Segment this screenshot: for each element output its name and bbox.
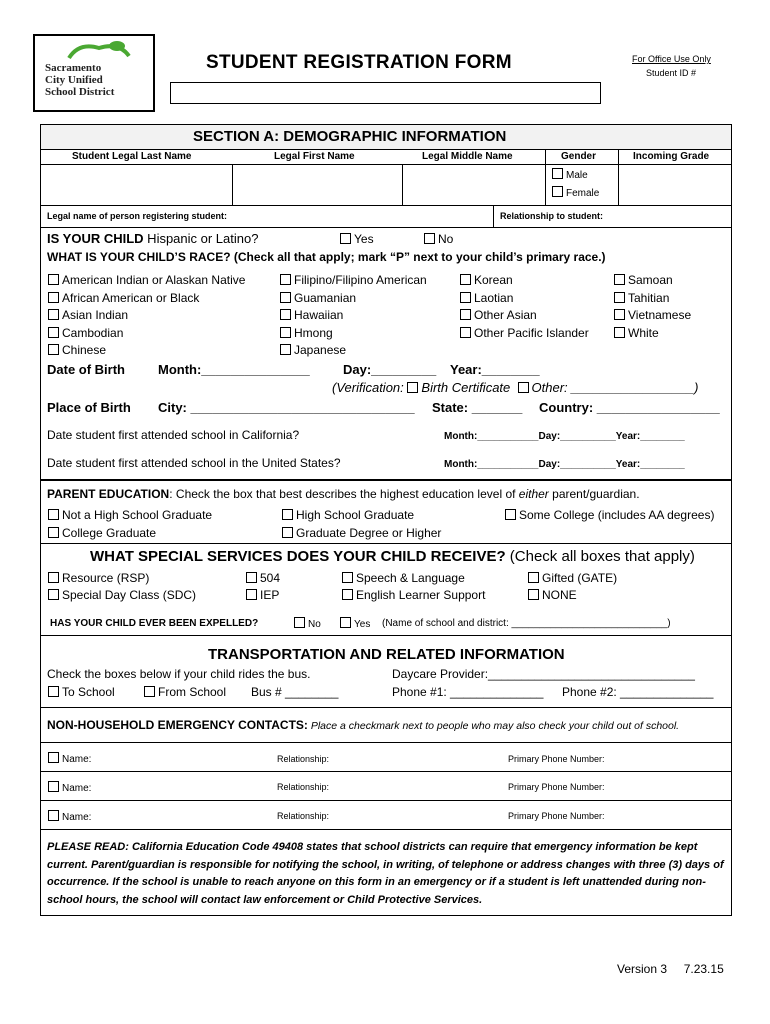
service-option[interactable]: Resource (RSP)	[48, 571, 149, 585]
bus-number[interactable]: Bus # ________	[251, 685, 339, 699]
checkbox-icon[interactable]	[614, 327, 625, 338]
expelled-detail[interactable]: (Name of school and district: ____________________________)	[382, 618, 671, 629]
checkbox-icon[interactable]	[48, 572, 59, 583]
title-input-box[interactable]	[170, 82, 601, 104]
dob-year[interactable]: Year:________	[450, 362, 540, 377]
relationship-label: Relationship to student:	[500, 211, 603, 221]
race-col1	[48, 272, 245, 360]
race-option[interactable]: Cambodian	[48, 325, 245, 343]
hispanic-yes[interactable]: Yes	[340, 232, 374, 246]
hispanic-question: IS YOUR CHILD Hispanic or Latino?	[47, 231, 259, 246]
checkbox-icon[interactable]	[48, 327, 59, 338]
service-option[interactable]: Speech & Language	[342, 571, 465, 585]
contact-row[interactable]: Name:	[48, 752, 91, 765]
gender-female[interactable]: Female	[552, 186, 599, 199]
contact-phone[interactable]: Primary Phone Number:	[508, 754, 605, 764]
checkbox-icon[interactable]	[48, 309, 59, 320]
checkbox-icon[interactable]	[280, 327, 291, 338]
attend-ca-date[interactable]: Month:___________Day:__________Year:________	[444, 431, 685, 442]
dob-day[interactable]: Day:_________	[343, 362, 437, 377]
race-option[interactable]: Tahitian	[614, 290, 691, 308]
checkbox-icon[interactable]	[48, 509, 59, 520]
race-question: WHAT IS YOUR CHILD’S RACE? (Check all that apply; mark “P” next to your child’s primary race.)	[47, 250, 606, 264]
checkbox-icon[interactable]	[48, 344, 59, 355]
race-option[interactable]: Vietnamese	[614, 307, 691, 325]
logo-line1: Sacramento	[45, 62, 102, 74]
bus-from-school[interactable]: From School	[144, 685, 226, 699]
checkbox-icon[interactable]	[280, 309, 291, 320]
transport-instructions: Check the boxes below if your child rides the bus.	[47, 667, 311, 681]
checkbox-icon[interactable]	[552, 186, 563, 197]
edu-option[interactable]: Graduate Degree or Higher	[282, 526, 441, 540]
hispanic-no[interactable]: No	[424, 232, 453, 246]
verification-line: (Verification: Birth Certificate Other: _________________)	[332, 380, 699, 395]
district-logo-box	[33, 34, 155, 112]
middle-name-input[interactable]	[403, 165, 544, 205]
race-col2	[280, 272, 427, 360]
race-option[interactable]: Other Pacific Islander	[460, 325, 589, 343]
race-option[interactable]: Filipino/Filipino American	[280, 272, 427, 290]
checkbox-icon[interactable]	[280, 292, 291, 303]
checkbox-icon[interactable]	[48, 292, 59, 303]
attend-us-date[interactable]: Month:___________Day:__________Year:________	[444, 459, 685, 470]
service-option[interactable]: English Learner Support	[342, 588, 485, 602]
race-option[interactable]: Hawaiian	[280, 307, 427, 325]
edu-option[interactable]: Not a High School Graduate	[48, 508, 212, 522]
race-option[interactable]: Guamanian	[280, 290, 427, 308]
header-last-name: Student Legal Last Name	[72, 151, 192, 162]
dob-label: Date of Birth	[47, 362, 125, 377]
pob-city[interactable]: City: _______________________________	[158, 400, 415, 415]
checkbox-icon[interactable]	[48, 781, 59, 792]
header-first-name: Legal First Name	[274, 151, 355, 162]
registering-person-label: Legal name of person registering student:	[47, 211, 228, 221]
form-title: STUDENT REGISTRATION FORM	[206, 52, 512, 73]
race-col4	[614, 272, 691, 342]
race-option[interactable]: Korean	[460, 272, 589, 290]
checkbox-icon[interactable]	[460, 274, 471, 285]
checkbox-icon[interactable]	[246, 589, 257, 600]
checkbox-icon[interactable]	[340, 617, 351, 628]
pob-label: Place of Birth	[47, 400, 131, 415]
emergency-label: NON-HOUSEHOLD EMERGENCY CONTACTS: Place a checkmark next to people who may also check your child out of school.	[47, 718, 680, 732]
daycare-phone2[interactable]: Phone #2: ______________	[562, 685, 714, 699]
pob-country[interactable]: Country: _________________	[539, 400, 720, 415]
checkbox-icon[interactable]	[528, 572, 539, 583]
race-option[interactable]: Chinese	[48, 342, 245, 360]
checkbox-icon[interactable]	[48, 686, 59, 697]
transport-title: TRANSPORTATION AND RELATED INFORMATION	[208, 646, 565, 663]
header-middle-name: Legal Middle Name	[422, 151, 513, 162]
apple-logo-icon	[59, 38, 139, 64]
race-option[interactable]: White	[614, 325, 691, 343]
first-name-input[interactable]	[233, 165, 401, 205]
section-a-title: SECTION A: DEMOGRAPHIC INFORMATION	[193, 128, 507, 145]
contact-relationship[interactable]: Relationship:	[277, 782, 330, 792]
checkbox-icon[interactable]	[342, 589, 353, 600]
service-option[interactable]: Special Day Class (SDC)	[48, 588, 196, 602]
parent-education-label: PARENT EDUCATION: Check the box that best describes the highest education level of either parent/guardian.	[47, 487, 640, 501]
checkbox-icon[interactable]	[246, 572, 257, 583]
race-option[interactable]: African American or Black	[48, 290, 245, 308]
bus-to-school[interactable]: To School	[48, 685, 115, 699]
services-title: WHAT SPECIAL SERVICES DOES YOUR CHILD RECEIVE? (Check all boxes that apply)	[90, 548, 695, 565]
contact-phone[interactable]: Primary Phone Number:	[508, 782, 605, 792]
gender-male[interactable]: Male	[552, 168, 588, 181]
dob-month[interactable]: Month:_______________	[158, 362, 310, 377]
grade-input[interactable]	[619, 165, 731, 205]
contact-phone[interactable]: Primary Phone Number:	[508, 811, 605, 821]
checkbox-icon[interactable]	[505, 509, 516, 520]
contact-relationship[interactable]: Relationship:	[277, 754, 330, 764]
expelled-question: HAS YOUR CHILD EVER BEEN EXPELLED?	[50, 618, 259, 629]
notice-text: PLEASE READ: California Education Code 49408 states that school districts can require that emergency information be kept current. Parent/guardian is responsible for notifying the school, in writing, of telephone or address changes with three (3) days of occurrence. If the school is unable to reach anyone on this form in an emergency or if a student is left unattended during non-school hours, the school will contact law enforcement or Child Protective Services.	[47, 841, 724, 906]
daycare-provider[interactable]: Daycare Provider:_______________________________	[392, 667, 695, 681]
checkbox-icon[interactable]	[294, 617, 305, 628]
race-option[interactable]: Laotian	[460, 290, 589, 308]
race-option[interactable]: Other Asian	[460, 307, 589, 325]
header-grade: Incoming Grade	[633, 151, 710, 162]
logo-line3: School District	[45, 86, 115, 98]
checkbox-icon[interactable]	[552, 168, 563, 179]
service-option[interactable]: NONE	[528, 588, 577, 602]
expelled-yes[interactable]: Yes	[340, 617, 370, 630]
race-option[interactable]: American Indian or Alaskan Native	[48, 272, 245, 290]
checkbox-icon[interactable]	[460, 327, 471, 338]
checkbox-icon[interactable]	[340, 233, 351, 244]
edu-option[interactable]: High School Graduate	[282, 508, 414, 522]
race-option[interactable]: Samoan	[614, 272, 691, 290]
edu-option[interactable]: College Graduate	[48, 526, 156, 540]
race-col3	[460, 272, 589, 342]
checkbox-icon[interactable]	[280, 344, 291, 355]
contact-relationship[interactable]: Relationship:	[277, 811, 330, 821]
student-id-label: Student ID #	[646, 68, 697, 78]
checkbox-icon[interactable]	[282, 509, 293, 520]
checkbox-icon[interactable]	[280, 274, 291, 285]
checkbox-icon[interactable]	[144, 686, 155, 697]
checkbox-icon[interactable]	[518, 382, 529, 393]
checkbox-icon[interactable]	[407, 382, 418, 393]
version-label: Version 3 7.23.15	[617, 962, 724, 976]
header-gender: Gender	[561, 151, 597, 162]
checkbox-icon[interactable]	[460, 292, 471, 303]
checkbox-icon[interactable]	[424, 233, 435, 244]
office-use-label: For Office Use Only	[632, 54, 711, 64]
daycare-phone1[interactable]: Phone #1: ______________	[392, 685, 544, 699]
attend-ca-label: Date student first attended school in California?	[47, 428, 300, 442]
service-option[interactable]: IEP	[246, 588, 279, 602]
contact-row[interactable]: Name:	[48, 781, 91, 794]
checkbox-icon[interactable]	[48, 274, 59, 285]
service-option[interactable]: Gifted (GATE)	[528, 571, 617, 585]
checkbox-icon[interactable]	[282, 527, 293, 538]
checkbox-icon[interactable]	[48, 810, 59, 821]
contact-row[interactable]: Name:	[48, 810, 91, 823]
expelled-no[interactable]: No	[294, 617, 321, 630]
last-name-input[interactable]	[41, 165, 231, 205]
checkbox-icon[interactable]	[614, 292, 625, 303]
race-option[interactable]: Asian Indian	[48, 307, 245, 325]
checkbox-icon[interactable]	[614, 309, 625, 320]
race-option[interactable]: Hmong	[280, 325, 427, 343]
race-option[interactable]: Japanese	[280, 342, 427, 360]
attend-us-label: Date student first attended school in the United States?	[47, 456, 341, 470]
checkbox-icon[interactable]	[460, 309, 471, 320]
checkbox-icon[interactable]	[48, 527, 59, 538]
logo-line2: City Unified	[45, 74, 103, 86]
checkbox-icon[interactable]	[342, 572, 353, 583]
checkbox-icon[interactable]	[48, 752, 59, 763]
checkbox-icon[interactable]	[614, 274, 625, 285]
pob-state[interactable]: State: _______	[432, 400, 523, 415]
checkbox-icon[interactable]	[48, 589, 59, 600]
service-option[interactable]: 504	[246, 571, 280, 585]
checkbox-icon[interactable]	[528, 589, 539, 600]
edu-option[interactable]: Some College (includes AA degrees)	[505, 508, 714, 522]
